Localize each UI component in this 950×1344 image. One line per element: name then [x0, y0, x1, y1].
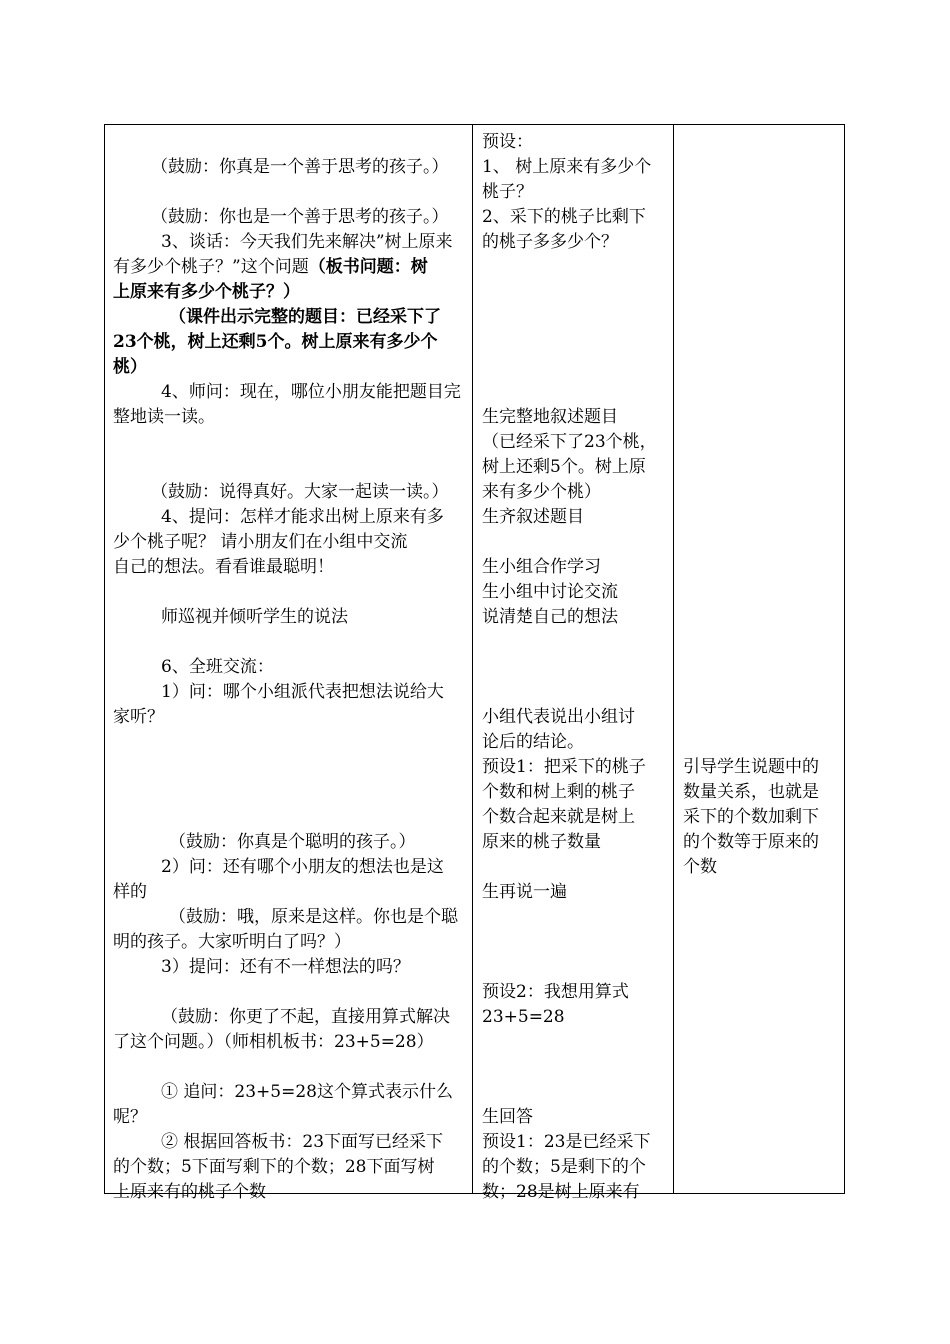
teacher-activity-line: ① 追问：23+5=28这个算式表示什么: [161, 1082, 453, 1102]
teacher-activity-line: （鼓励：说得真好。大家一起读一读。）: [151, 482, 449, 502]
teacher-activity-line: 了这个问题。）（师相机板书：23+5=28）: [113, 1032, 434, 1052]
teacher-activity-line: （鼓励：哦，原来是这样。你也是个聪: [169, 907, 458, 927]
teacher-activity-line: 的个数；5下面写剩下的个数；28下面写树: [113, 1157, 435, 1177]
teacher-activity-line: 有多少个桃子？”这个问题（板书问题：树: [113, 257, 428, 277]
student-activity-line: 说清楚自己的想法: [482, 607, 618, 627]
student-activity-line: 论后的结论。: [482, 732, 584, 752]
teacher-activity-line: 整地读一读。: [113, 407, 215, 427]
teacher-activity-line: 4、提问：怎样才能求出树上原来有多: [161, 507, 444, 527]
student-activity-line: 个数合起来就是树上: [482, 807, 635, 827]
teacher-activity-line: 3）提问：还有不一样想法的吗？: [161, 957, 410, 977]
student-activity-line: 生小组合作学习: [482, 557, 601, 577]
teacher-activity-line: 1）问：哪个小组派代表把想法说给大: [161, 682, 444, 702]
teacher-activity-line: 3、谈话：今天我们先来解决”树上原来: [161, 232, 453, 252]
teacher-activity-line: 4、师问：现在，哪位小朋友能把题目完: [161, 382, 461, 402]
teacher-activity-line: 家听？: [113, 707, 164, 727]
lesson-plan-table: [104, 124, 845, 1202]
teacher-activity-line: 呢？: [113, 1107, 147, 1127]
design-intent-line: 引导学生说题中的: [683, 757, 819, 777]
teacher-activity-line: 明的孩子。大家听明白了吗？）: [113, 932, 351, 952]
student-activity-line: 预设：: [482, 132, 533, 152]
student-activity-line: 原来的桃子数量: [482, 832, 601, 852]
student-activity-line: 来有多少个桃）: [482, 482, 601, 502]
student-activity-line: 生完整地叙述题目: [482, 407, 618, 427]
teacher-activity-line: ② 根据回答板书：23下面写已经采下: [161, 1132, 444, 1152]
design-intent-line: 个数: [683, 857, 717, 877]
teacher-activity-line: 2）问：还有哪个小朋友的想法也是这: [161, 857, 444, 877]
teacher-activity-line: 上原来有的桃子个数: [113, 1182, 266, 1202]
teacher-activity-line: （鼓励：你更了不起，直接用算式解决: [161, 1007, 450, 1027]
teacher-activity-line: 自己的想法。看看谁最聪明！: [113, 557, 334, 577]
student-activity-line: 个数和树上剩的桃子: [482, 782, 635, 802]
student-activity-line: 小组代表说出小组讨: [482, 707, 635, 727]
teacher-activity-line: 桃）: [113, 357, 147, 377]
teacher-activity-line: （鼓励：你真是个聪明的孩子。）: [169, 832, 416, 852]
column-divider-2: [673, 125, 674, 1193]
student-activity-line: 23+5=28: [482, 1007, 565, 1027]
student-activity-line: 预设1：23是已经采下: [482, 1132, 651, 1152]
design-intent-line: 的个数等于原来的: [683, 832, 819, 852]
student-activity-line: 生齐叙述题目: [482, 507, 584, 527]
teacher-activity-line: 师巡视并倾听学生的说法: [161, 607, 348, 627]
student-activity-line: 的桃子多多少个？: [482, 232, 618, 252]
teacher-activity-line: 6、全班交流：: [161, 657, 274, 677]
student-activity-line: 生再说一遍: [482, 882, 567, 902]
student-activity-line: 的个数；5是剩下的个: [482, 1157, 646, 1177]
student-activity-line: 桃子？: [482, 182, 533, 202]
student-activity-line: 生回答: [482, 1107, 533, 1127]
teacher-activity-line: （课件出示完整的题目：已经采下了: [169, 307, 441, 327]
design-intent-line: 采下的个数加剩下: [683, 807, 819, 827]
column-divider-1: [472, 125, 473, 1193]
student-activity-line: 数；28是树上原来有: [482, 1182, 640, 1202]
teacher-activity-line: 上原来有多少个桃子？）: [113, 282, 300, 302]
student-activity-line: 预设2：我想用算式: [482, 982, 629, 1002]
teacher-activity-line: 样的: [113, 882, 147, 902]
design-intent-line: 数量关系，也就是: [683, 782, 819, 802]
student-activity-line: 2、采下的桃子比剩下: [482, 207, 646, 227]
student-activity-line: 生小组中讨论交流: [482, 582, 618, 602]
teacher-activity-line: （鼓励：你也是一个善于思考的孩子。）: [151, 207, 449, 227]
student-activity-line: 树上还剩5个。树上原: [482, 457, 646, 477]
teacher-activity-line: 23个桃，树上还剩5个。树上原来有多少个: [113, 332, 438, 352]
teacher-activity-line: 少个桃子呢？ 请小朋友们在小组中交流: [113, 532, 408, 552]
student-activity-line: （已经采下了23个桃，: [482, 432, 657, 452]
student-activity-line: 预设1：把采下的桃子: [482, 757, 646, 777]
student-activity-line: 1、 树上原来有多少个: [482, 157, 652, 177]
teacher-activity-line: （鼓励：你真是一个善于思考的孩子。）: [151, 157, 449, 177]
